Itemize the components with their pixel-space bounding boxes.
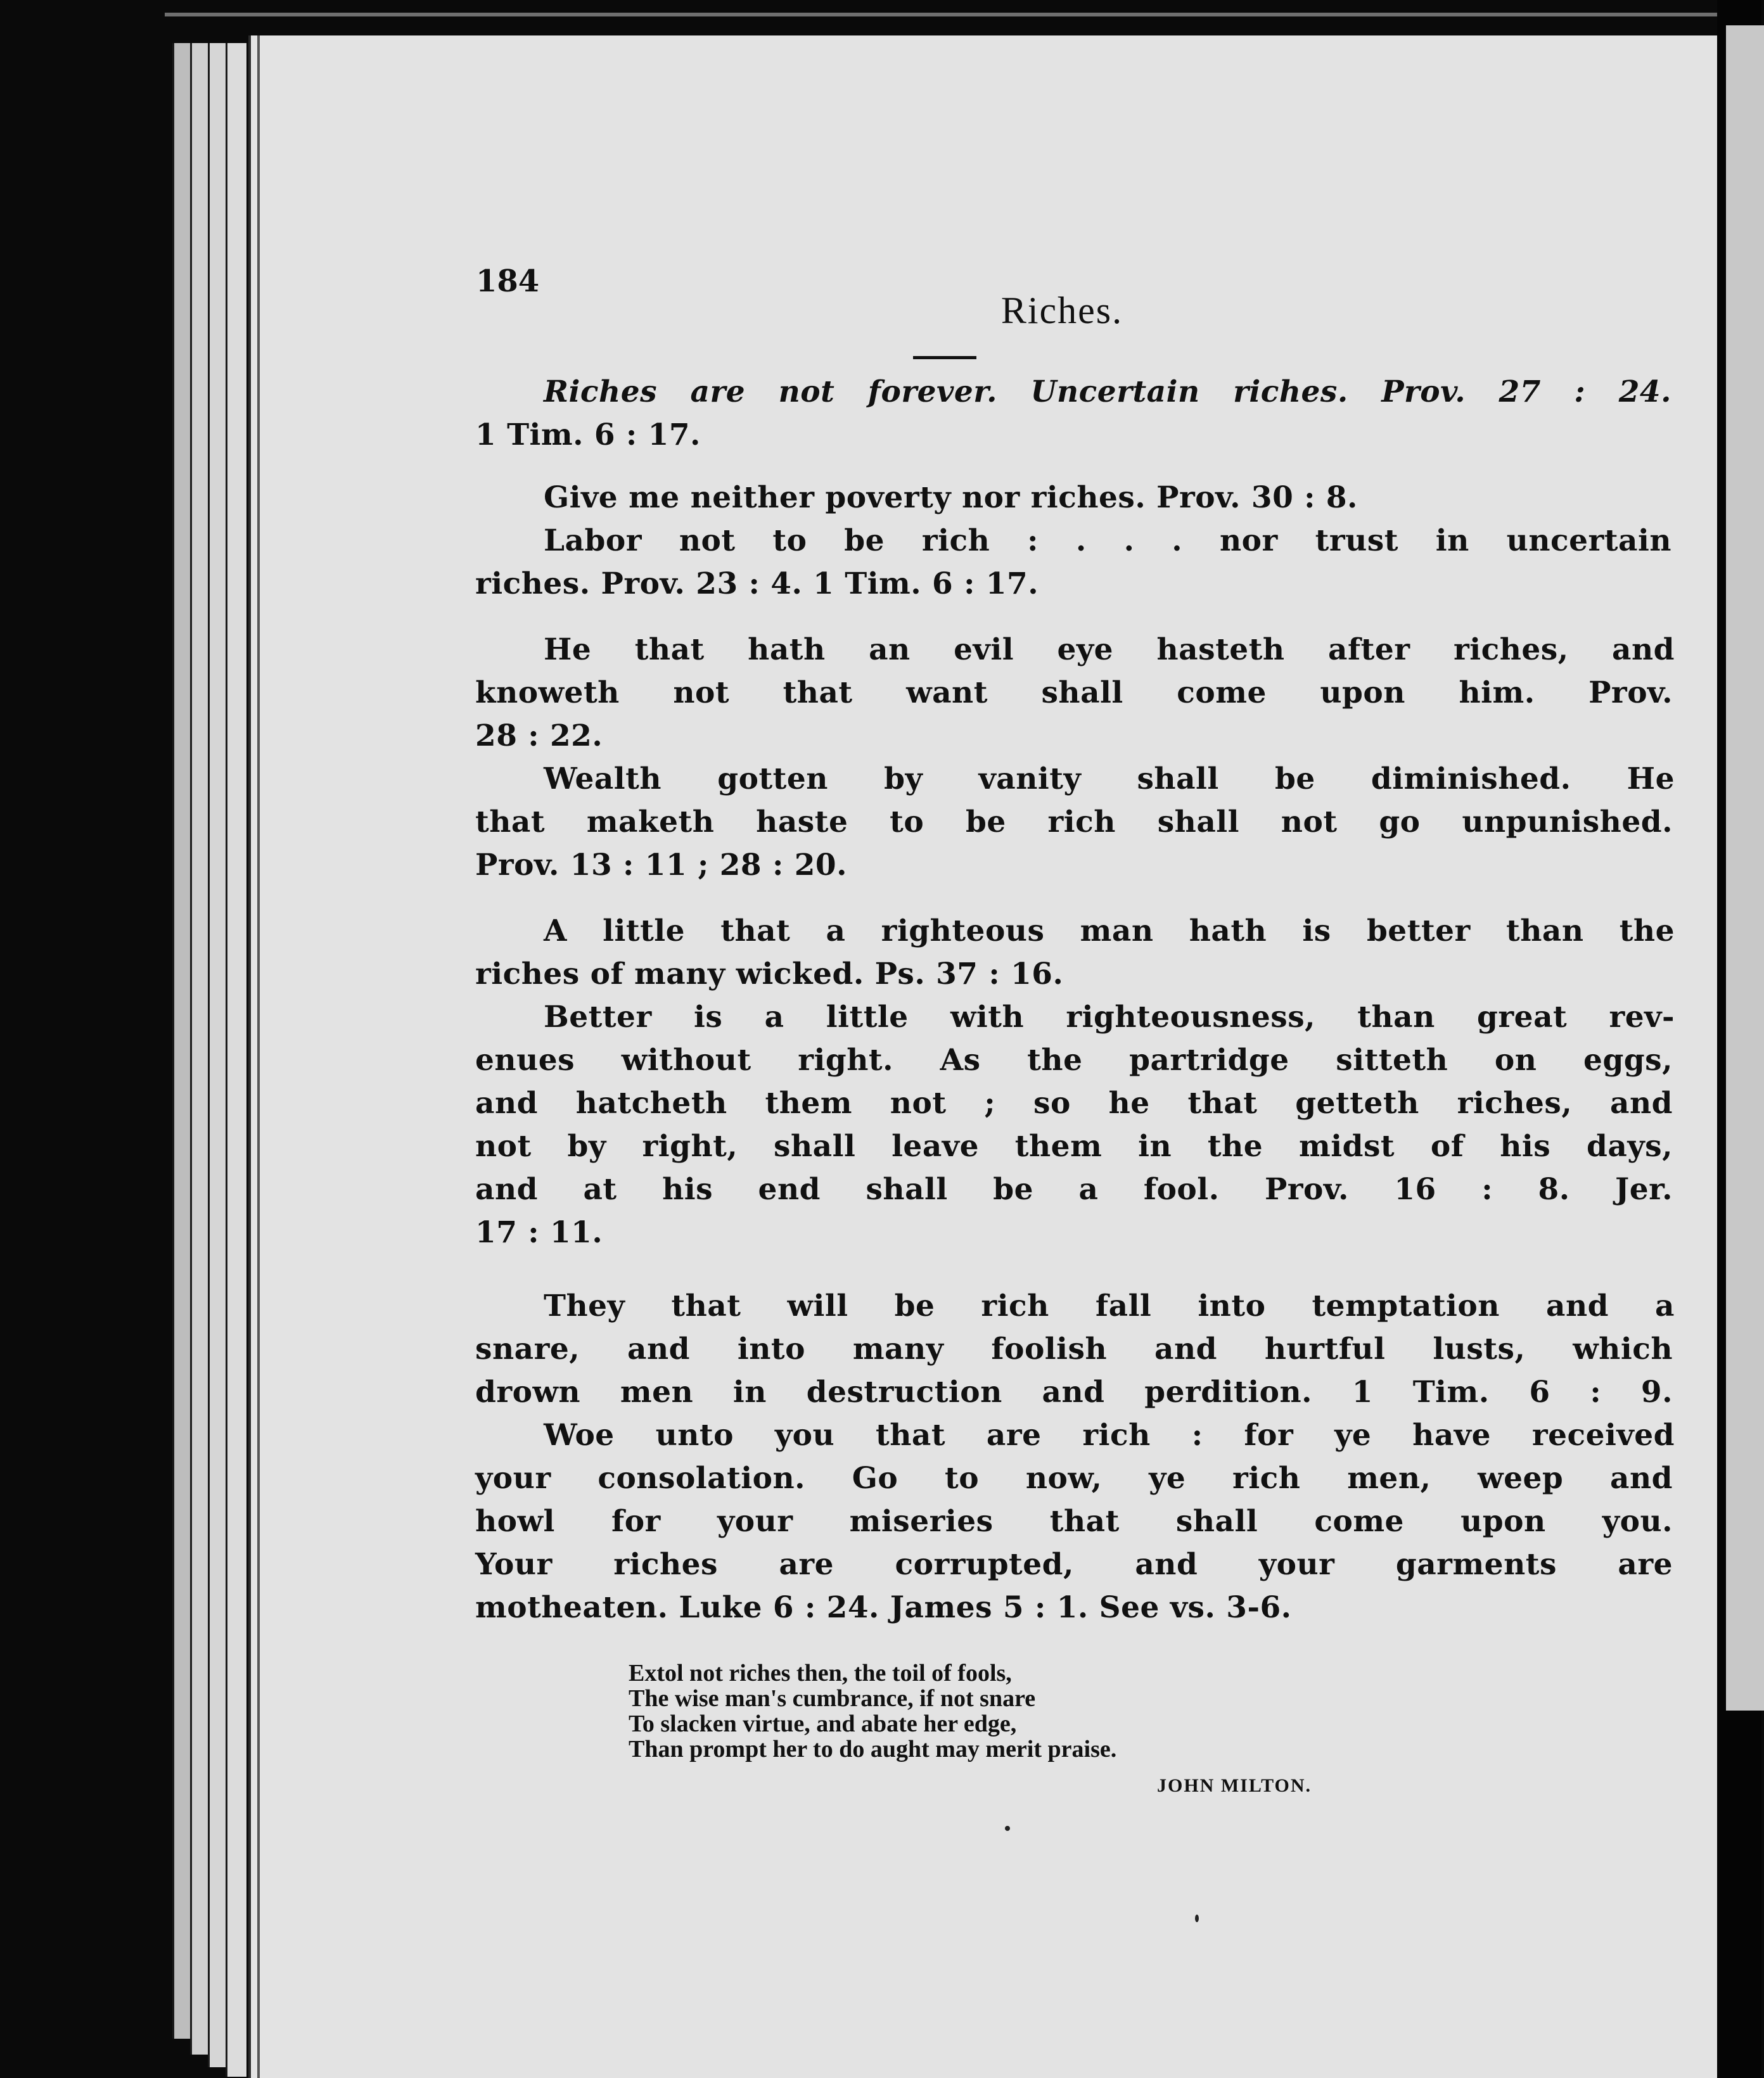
text-line: Your riches are corrupted, and your garments are xyxy=(475,1547,1673,1582)
text-line: and at his end shall be a fool. Prov. 16 : 8. Jer. xyxy=(475,1172,1673,1207)
text-line: enues without right. As the partridge sitteth on eggs, xyxy=(475,1043,1673,1078)
text-line: 17 : 11. xyxy=(475,1215,603,1250)
text-line: motheaten. Luke 6 : 24. James 5 : 1. See vs. 3-6. xyxy=(475,1590,1292,1625)
text-line: howl for your miseries that shall come upon you. xyxy=(475,1504,1673,1539)
text-line: your consolation. Go to now, ye rich men, weep and xyxy=(475,1461,1673,1496)
text-line: 28 : 22. xyxy=(475,718,603,753)
poem-line: Than prompt her to do aught may merit praise. xyxy=(629,1736,1117,1762)
text-line: He that hath an evil eye hasteth after riches, and xyxy=(544,632,1675,667)
text-line: They that will be rich fall into temptation and a xyxy=(544,1289,1675,1323)
section-title: Riches. xyxy=(1000,290,1123,331)
text-line: Woe unto you that are rich : for ye have received xyxy=(544,1418,1675,1453)
print-speck xyxy=(1195,1915,1199,1922)
text-line: Give me neither poverty nor riches. Prov. 30 : 8. xyxy=(544,480,1358,515)
print-speck xyxy=(1005,1826,1010,1831)
text-line: that maketh haste to be rich shall not go unpunished. xyxy=(475,805,1673,839)
text-line: snare, and into many foolish and hurtful lusts, which xyxy=(475,1332,1673,1367)
text-line: and hatcheth them not ; so he that getteth riches, and xyxy=(475,1086,1673,1121)
text-line: riches of many wicked. Ps. 37 : 16. xyxy=(475,957,1064,991)
text-line: Better is a little with righteousness, than great rev- xyxy=(544,1000,1675,1035)
facing-page-edge xyxy=(1726,25,1764,1711)
text-line: Labor not to be rich : . . . nor trust in uncertain xyxy=(544,523,1671,558)
title-rule xyxy=(913,356,976,359)
text-line: A little that a righteous man hath is better than the xyxy=(544,914,1675,948)
text-line: knoweth not that want shall come upon him. Prov. xyxy=(475,675,1673,710)
poem-line: The wise man's cumbrance, if not snare xyxy=(629,1685,1036,1712)
poem-attribution: JOHN MILTON. xyxy=(1157,1775,1312,1796)
poem-line: Extol not riches then, the toil of fools, xyxy=(629,1660,1012,1686)
book-page xyxy=(248,35,1720,2078)
page-number: 184 xyxy=(476,264,540,299)
binding-top-edge xyxy=(165,13,1723,16)
text-line: drown men in destruction and perdition. 1 Tim. 6 : 9. xyxy=(475,1375,1673,1410)
text-line: Prov. 13 : 11 ; 28 : 20. xyxy=(475,848,847,883)
text-line: Riches are not forever. Uncertain riches. Prov. 27 : 24. xyxy=(544,374,1671,409)
text-line: 1 Tim. 6 : 17. xyxy=(475,418,701,452)
text-line: riches. Prov. 23 : 4. 1 Tim. 6 : 17. xyxy=(475,566,1039,601)
text-line: Wealth gotten by vanity shall be diminished. He xyxy=(544,762,1675,796)
page-edge xyxy=(226,43,246,2077)
text-line: not by right, shall leave them in the midst of his days, xyxy=(475,1129,1673,1164)
poem-line: To slacken virtue, and abate her edge, xyxy=(629,1711,1017,1737)
